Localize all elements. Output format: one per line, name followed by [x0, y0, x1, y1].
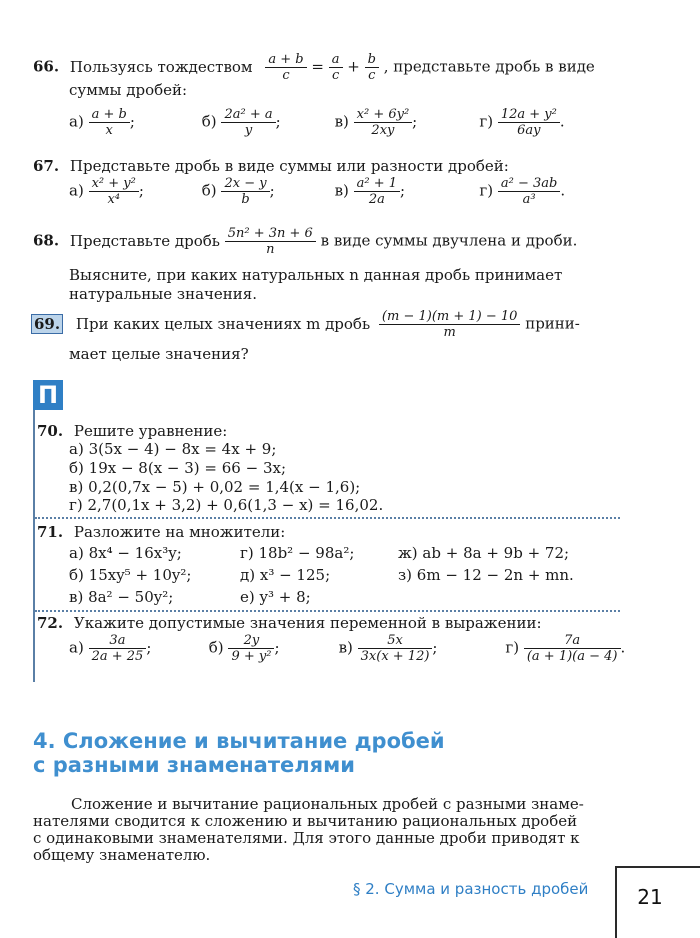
dotted-separator	[35, 517, 620, 519]
problem-71-item: а) 8x⁴ − 16x³y;	[69, 544, 182, 562]
problem-70-item: в) 0,2(0,7x − 5) + 0,02 = 1,4(x − 1,6);	[69, 478, 361, 496]
problem-text: Пользуясь тождеством	[69, 57, 253, 76]
problem-70-line1: 70. Решите уравнение:	[37, 422, 228, 440]
problem-72-line1: 72. Укажите допустимые значения переменной в выражении:	[37, 614, 542, 632]
problem-71-item: г) 18b² − 98a²;	[240, 544, 355, 562]
option: б) $\frac{2y}{\text{9 + y²}}$ ;	[208, 633, 280, 664]
option: г) $\frac{7a}{(a + 1)(a - 4)}$ .	[505, 633, 626, 664]
fraction: $\frac{\text{5n² + 3n + 6}}{n}$	[225, 226, 316, 257]
problem-71-item: д) x³ − 125;	[240, 566, 331, 584]
option: а) $\frac{a + b}{x}$ ;	[69, 107, 135, 138]
paragraph-line: с одинаковыми знаменателями. Для этого данные дроби приводят к	[33, 829, 580, 847]
option: в) $\frac{\text{a² + 1}}{2a}$ ;	[334, 176, 406, 207]
problem-number: 68.	[33, 231, 60, 250]
problem-number: 66.	[33, 57, 60, 76]
problem-71-line1: 71. Разложите на множители:	[37, 523, 286, 541]
section-title-line2: с разными знаменателями	[33, 753, 355, 777]
option: г) $\frac{\text{a² − 3ab}}{\text{a³}}$ .	[479, 176, 566, 207]
problem-text: Представьте дробь в виде суммы или разности дробей:	[69, 157, 509, 175]
option: б) $\frac{\text{2a² + a}}{y}$ ;	[201, 107, 281, 138]
problem-number: 67.	[33, 157, 60, 175]
problem-71-item: е) y³ + 8;	[240, 588, 311, 606]
problem-72-options	[69, 633, 625, 664]
problem-70-item: а) 3(5x − 4) − 8x = 4x + 9;	[69, 440, 277, 458]
problem-66-options	[69, 107, 565, 138]
problem-71-item: в) 8a² − 50y²;	[69, 588, 174, 606]
option: а) $\frac{\text{x² + y²}}{\text{x⁴}}$ ;	[69, 176, 144, 207]
section-title-line1: 4. Сложение и вычитание дробей	[33, 729, 445, 753]
option: в) $\frac{\text{x² + 6y²}}{2xy}$ ;	[334, 107, 418, 138]
problem-69-line2: мает целые значения?	[69, 345, 249, 363]
problem-70-item: г) 2,7(0,1x + 3,2) + 0,6(1,3 − x) = 16,02.	[69, 496, 384, 514]
option: а) $\frac{3a}{2a + 25}$ ;	[69, 633, 152, 664]
section-margin-line	[33, 410, 35, 682]
option: б) $\frac{2x - y}{b}$ ;	[201, 176, 275, 207]
problem-68-line1: 68. Представьте дробь $\frac{\text{5n² + 3n + 6}}{n}$ в виде суммы двучлена и дроби.	[33, 226, 578, 257]
problem-71-item: з) 6m − 12 − 2n + mn.	[398, 566, 574, 584]
paragraph-line: Сложение и вычитание рациональных дробей с разными знаме-	[71, 795, 584, 813]
repetition-badge-icon: П	[33, 380, 63, 410]
paragraph-line: нателями сводится к сложению и вычитанию рациональных дробей	[33, 812, 578, 830]
paragraph-line: общему знаменателю.	[33, 846, 211, 864]
problem-66-line1: 66. Пользуясь тождеством $\frac{a + b}{c}$ = $\frac{a}{c}$ + $\frac{b}{c}$ , представьте дробь в виде	[33, 52, 595, 83]
identity-fraction: $\frac{a + b}{c}$	[265, 52, 306, 83]
problem-69-line1: 69. При каких целых значениях m дробь $\frac{(m - 1)(m + 1) - 10}{m}$ прини-	[31, 309, 580, 340]
problem-68-line2: Выясните, при каких натуральных n данная дробь принимает	[69, 266, 563, 284]
problem-71-item: б) 15xy⁵ + 10y²;	[69, 566, 192, 584]
running-footer: § 2. Сумма и разность дробей	[353, 880, 589, 898]
dotted-separator	[35, 610, 620, 612]
page-number: 21	[637, 885, 663, 909]
option: в) $\frac{5x}{3x(x + 12)}$ ;	[338, 633, 438, 664]
problem-68-line3: натуральные значения.	[69, 285, 258, 303]
problem-70-item: б) 19x − 8(x − 3) = 66 − 3x;	[69, 459, 287, 477]
option: г) $\frac{\text{12a + y²}}{6ay}$ .	[479, 107, 565, 138]
problem-66-line2: суммы дробей:	[69, 81, 188, 99]
problem-number-highlighted: 69.	[31, 314, 63, 334]
problem-67-line1	[33, 157, 509, 175]
problem-67-options	[69, 176, 565, 207]
problem-71-item: ж) ab + 8a + 9b + 72;	[398, 544, 570, 562]
fraction: $\frac{(m - 1)(m + 1) - 10}{m}$	[379, 309, 521, 340]
